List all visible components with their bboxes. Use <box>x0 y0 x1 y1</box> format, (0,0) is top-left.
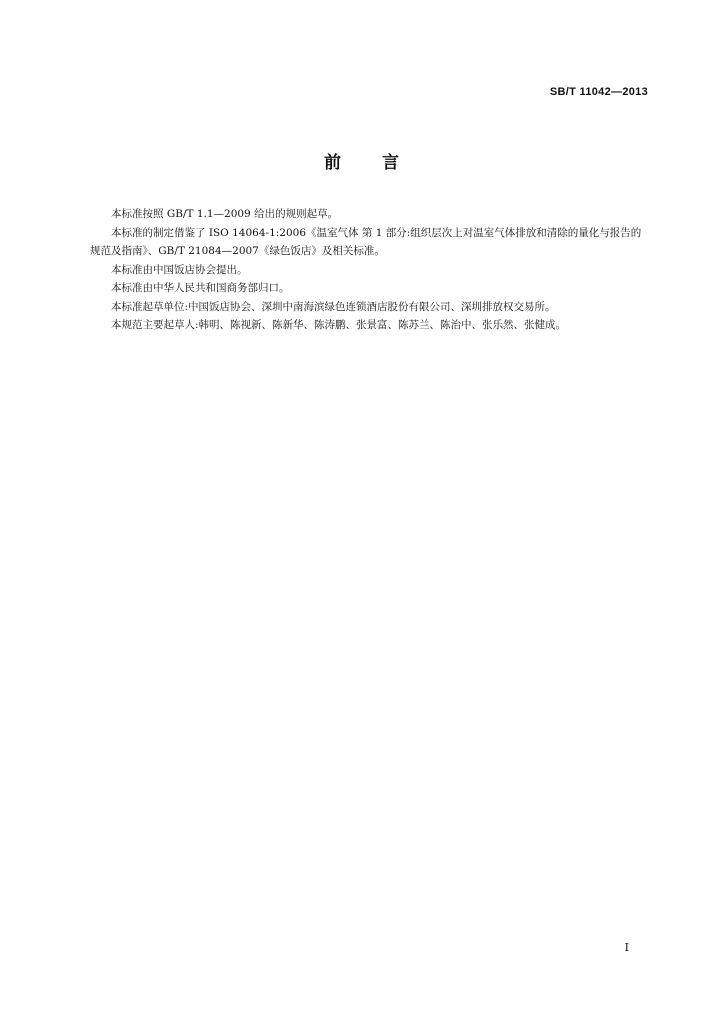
foreword-body <box>90 205 650 335</box>
paragraph-administrator: 本标准由中华人民共和国商务部归口。 <box>111 282 290 294</box>
standard-number: SB/T 11042—2013 <box>549 86 648 98</box>
title-char-2: 言 <box>382 153 400 173</box>
paragraph-references: 本标准的制定借鉴了 ISO 14064-1:2006《温室气体 第 1 部分:组织层次上对温室气体排放和清除的量化与报告的规范及指南》、GB/T 21084—2007《绿色饭店》及相关标准。 <box>90 226 642 257</box>
paragraph-drafting-rules: 本标准按照 GB/T 1.1—2009 给出的规则起草。 <box>111 208 339 220</box>
page-title <box>0 148 724 173</box>
paragraph-drafters: 本规范主要起草人:韩明、陈视新、陈新华、陈涛鹏、张景富、陈苏兰、陈治中、张乐然、张健成。 <box>111 319 567 331</box>
paragraph-proposer: 本标准由中国饭店协会提出。 <box>111 263 248 276</box>
title-char-1: 前 <box>324 153 342 173</box>
page-number: I <box>624 941 629 954</box>
paragraph-drafting-units: 本标准起草单位:中国饭店协会、深圳中南海滨绿色连锁酒店股份有限公司、深圳排放权交易所。 <box>111 300 556 313</box>
